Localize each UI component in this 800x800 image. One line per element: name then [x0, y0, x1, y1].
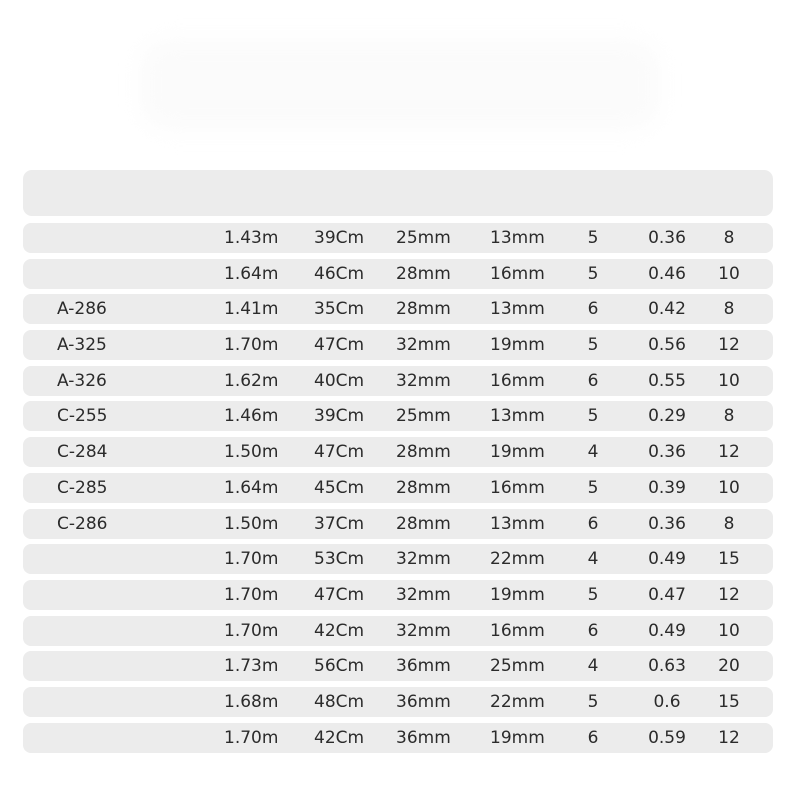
table-row — [23, 651, 773, 681]
size-cell: 12 — [718, 727, 740, 748]
table-row — [23, 616, 773, 646]
count-cell: 5 — [587, 263, 599, 284]
weight-cell: 0.6 — [653, 691, 681, 712]
table-row — [23, 473, 773, 503]
length-cell: 1.50m — [224, 513, 279, 534]
dimension-b-cell: 13mm — [490, 299, 545, 320]
width-cell: 56Cm — [314, 656, 365, 677]
dimension-a-cell: 28mm — [396, 299, 451, 320]
dimension-a-cell: 25mm — [396, 228, 451, 248]
weight-cell: 0.55 — [648, 370, 686, 391]
dimension-a-cell: 36mm — [396, 656, 451, 677]
dimension-b-cell: 22mm — [490, 549, 545, 570]
width-cell: 47Cm — [314, 584, 365, 605]
table-row — [23, 259, 773, 289]
length-cell: 1.70m — [224, 549, 279, 570]
width-cell: 37Cm — [314, 513, 365, 534]
weight-cell: 0.36 — [648, 442, 686, 463]
length-cell: 1.50m — [224, 442, 279, 463]
length-cell: 1.46m — [224, 406, 279, 427]
count-cell: 5 — [587, 406, 599, 427]
table-row — [23, 544, 773, 574]
count-cell: 5 — [587, 335, 599, 356]
dimension-b-cell: 19mm — [490, 335, 545, 356]
table-header-bar — [23, 170, 773, 216]
dimension-a-cell: 32mm — [396, 620, 451, 641]
count-cell: 4 — [587, 442, 599, 463]
dimension-a-cell: 32mm — [396, 549, 451, 570]
model-cell: C-284 — [57, 442, 108, 463]
length-cell: 1.70m — [224, 620, 279, 641]
dimension-a-cell: 32mm — [396, 584, 451, 605]
model-cell: A-326 — [57, 370, 107, 391]
count-cell: 4 — [587, 656, 599, 677]
dimension-b-cell: 13mm — [490, 228, 545, 248]
weight-cell: 0.59 — [648, 727, 686, 748]
dimension-a-cell: 28mm — [396, 263, 451, 284]
length-cell: 1.64m — [224, 477, 279, 498]
table-row — [23, 687, 773, 717]
dimension-a-cell: 25mm — [396, 406, 451, 427]
dimension-a-cell: 28mm — [396, 477, 451, 498]
weight-cell: 0.47 — [648, 584, 686, 605]
dimension-a-cell: 36mm — [396, 727, 451, 748]
weight-cell: 0.42 — [648, 299, 686, 320]
count-cell: 6 — [587, 727, 599, 748]
size-cell: 8 — [723, 299, 735, 320]
width-cell: 39Cm — [314, 228, 365, 248]
count-cell: 4 — [587, 549, 599, 570]
dimension-b-cell: 19mm — [490, 727, 545, 748]
size-cell: 8 — [723, 228, 735, 248]
size-cell: 10 — [718, 620, 740, 641]
weight-cell: 0.56 — [648, 335, 686, 356]
length-cell: 1.73m — [224, 656, 279, 677]
dimension-b-cell: 19mm — [490, 584, 545, 605]
length-cell: 1.68m — [224, 691, 279, 712]
count-cell: 5 — [587, 477, 599, 498]
size-cell: 12 — [718, 584, 740, 605]
count-cell: 6 — [587, 620, 599, 641]
length-cell: 1.70m — [224, 727, 279, 748]
width-cell: 35Cm — [314, 299, 365, 320]
model-cell: A-325 — [57, 335, 107, 356]
count-cell: 6 — [587, 370, 599, 391]
weight-cell: 0.49 — [648, 549, 686, 570]
dimension-b-cell: 16mm — [490, 477, 545, 498]
size-cell: 8 — [723, 406, 735, 427]
weight-cell: 0.49 — [648, 620, 686, 641]
weight-cell: 0.29 — [648, 406, 686, 427]
weight-cell: 0.39 — [648, 477, 686, 498]
dimension-a-cell: 32mm — [396, 335, 451, 356]
width-cell: 45Cm — [314, 477, 365, 498]
dimension-b-cell: 16mm — [490, 263, 545, 284]
dimension-b-cell: 16mm — [490, 620, 545, 641]
table-row — [23, 294, 773, 324]
table-row — [23, 330, 773, 360]
length-cell: 1.70m — [224, 335, 279, 356]
count-cell: 6 — [587, 299, 599, 320]
size-cell: 15 — [718, 549, 740, 570]
count-cell: 5 — [587, 691, 599, 712]
weight-cell: 0.36 — [648, 513, 686, 534]
length-cell: 1.62m — [224, 370, 279, 391]
table-body — [23, 223, 773, 753]
width-cell: 46Cm — [314, 263, 365, 284]
size-cell: 10 — [718, 370, 740, 391]
weight-cell: 0.63 — [648, 656, 686, 677]
size-cell: 12 — [718, 442, 740, 463]
dimension-b-cell: 13mm — [490, 406, 545, 427]
weight-cell: 0.36 — [648, 228, 686, 248]
dimension-b-cell: 16mm — [490, 370, 545, 391]
model-cell: C-255 — [57, 406, 108, 427]
size-cell: 15 — [718, 691, 740, 712]
weight-cell: 0.46 — [648, 263, 686, 284]
count-cell: 5 — [587, 584, 599, 605]
table-row — [23, 723, 773, 753]
size-cell: 12 — [718, 335, 740, 356]
width-cell: 53Cm — [314, 549, 365, 570]
model-cell: C-285 — [57, 477, 108, 498]
length-cell: 1.64m — [224, 263, 279, 284]
dimension-b-cell: 13mm — [490, 513, 545, 534]
size-cell: 10 — [718, 477, 740, 498]
count-cell: 6 — [587, 513, 599, 534]
size-cell: 8 — [723, 513, 735, 534]
width-cell: 47Cm — [314, 442, 365, 463]
width-cell: 48Cm — [314, 691, 365, 712]
table-row — [23, 509, 773, 539]
table-row — [23, 401, 773, 431]
size-cell: 10 — [718, 263, 740, 284]
dimension-a-cell: 28mm — [396, 442, 451, 463]
table-row — [23, 366, 773, 396]
length-cell: 1.41m — [224, 299, 279, 320]
length-cell: 1.70m — [224, 584, 279, 605]
size-cell: 20 — [718, 656, 740, 677]
dimension-b-cell: 22mm — [490, 691, 545, 712]
width-cell: 39Cm — [314, 406, 365, 427]
width-cell: 42Cm — [314, 620, 365, 641]
model-cell: C-286 — [57, 513, 108, 534]
count-cell: 5 — [587, 228, 599, 248]
table-row — [23, 580, 773, 610]
table-row — [23, 223, 773, 253]
length-cell: 1.43m — [224, 228, 279, 248]
width-cell: 47Cm — [314, 335, 365, 356]
width-cell: 40Cm — [314, 370, 365, 391]
dimension-b-cell: 25mm — [490, 656, 545, 677]
dimension-b-cell: 19mm — [490, 442, 545, 463]
table-row — [23, 437, 773, 467]
dimension-a-cell: 32mm — [396, 370, 451, 391]
model-cell: A-286 — [57, 299, 107, 320]
spec-table — [23, 170, 773, 758]
dimension-a-cell: 28mm — [396, 513, 451, 534]
header-area — [140, 40, 660, 130]
dimension-a-cell: 36mm — [396, 691, 451, 712]
width-cell: 42Cm — [314, 727, 365, 748]
